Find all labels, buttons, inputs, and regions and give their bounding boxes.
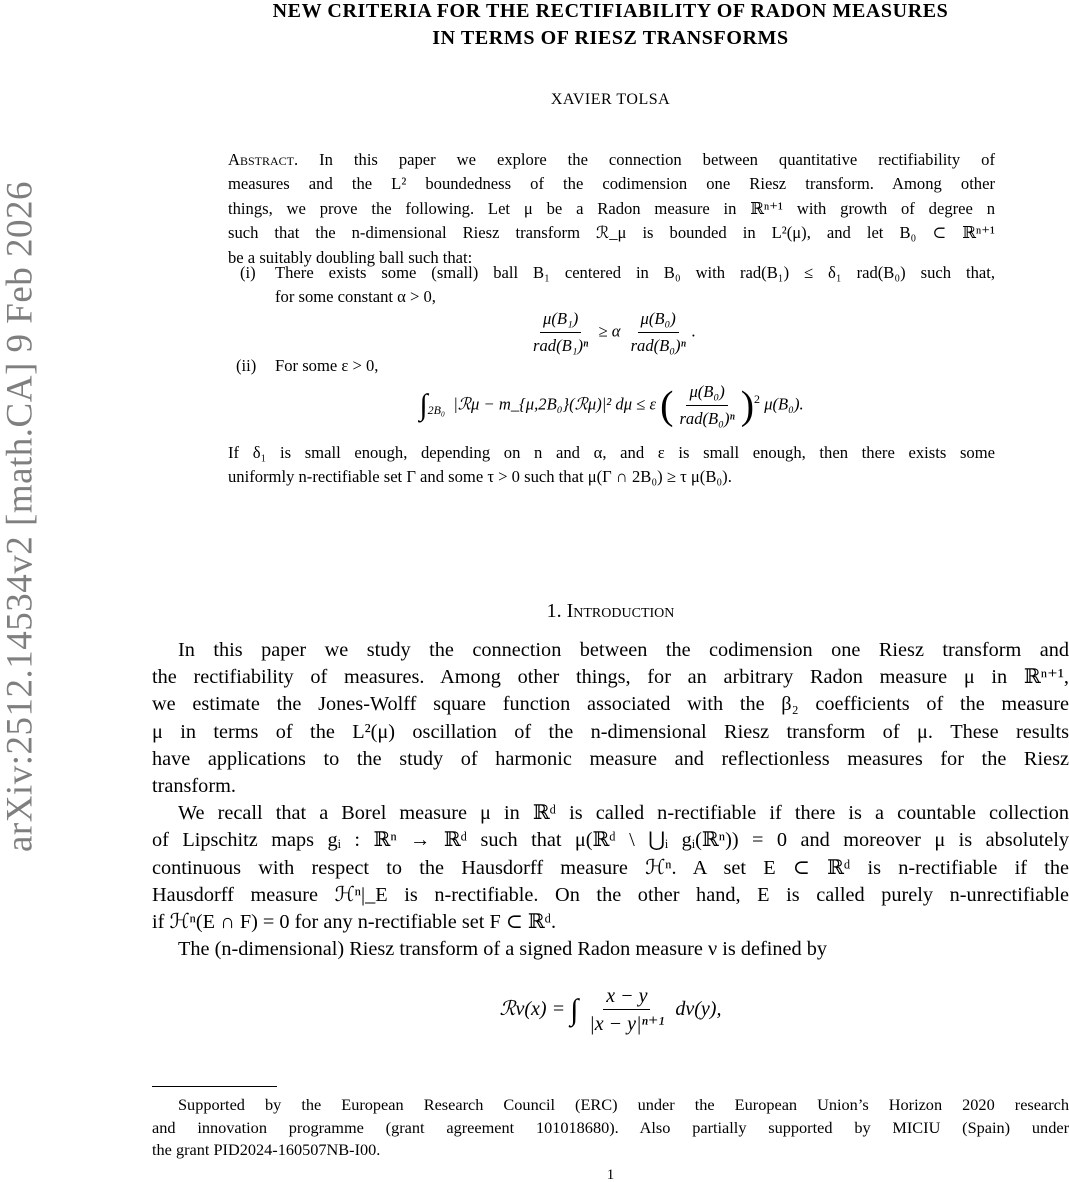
equation-text: μ(B₀). [764, 394, 804, 414]
exponent: 2 [754, 392, 761, 407]
footnote [152, 1094, 1069, 1162]
equation-text: . [691, 321, 696, 341]
abstract-item-i [275, 261, 995, 310]
fraction-numerator: μ(B₁) [540, 307, 581, 333]
equation-text: |ℛμ − m_{μ,2B₀}(ℛμ)|² dμ ≤ ε [453, 394, 656, 414]
abstract-line: If δ₁ is small enough, depending on n and α, and ε is small enough, then there exists some [228, 443, 995, 462]
fraction-denominator: rad(B₀)ⁿ [630, 336, 686, 356]
fraction-numerator: x − y [603, 985, 650, 1010]
section-heading [152, 600, 1069, 623]
item-line: for some constant α > 0, [275, 287, 436, 307]
item-marker: (i) [240, 263, 256, 282]
integral-sign: ∫ [570, 993, 579, 1027]
abstract-line: measures and the L² boundedness of the codimension one Riesz transform. Among other [228, 174, 995, 194]
text-line: In this paper we study the connection between the codimension one Riesz transform and [178, 639, 1069, 661]
footnote-line: the grant PID2024-160507NB-I00. [152, 1140, 381, 1159]
text-line: μ in terms of the L²(μ) oscillation of the n-dimensional Riesz transform of μ. These results [152, 720, 1069, 743]
text-line: the rectifiability of measures. Among other things, for an arbitrary Radon measure μ in ℝⁿ⁺¹, [152, 666, 1069, 689]
abstract-line: In this paper we explore the connection between quantitative rectifiability of [319, 150, 995, 169]
integral-sign: ∫ [419, 388, 428, 422]
abstract-line: uniformly n-rectifiable set Γ and some τ > 0 such that μ(Γ ∩ 2B₀) ≥ τ μ(B₀). [228, 467, 732, 487]
abstract-label: Abstract. [228, 150, 299, 169]
fraction-denominator: rad(B₀)ⁿ [679, 409, 735, 429]
paper-title-line-1: NEW CRITERIA FOR THE RECTIFIABILITY OF RADON MEASURES [272, 0, 949, 22]
page-number: 1 [606, 1167, 615, 1182]
section-number: 1. [546, 600, 562, 622]
abstract-equation-2: $\int_{2B_0}$ |ℛμ − m_{μ,2B₀}(ℛμ)|² dμ ≤ ε ( $\frac{\text{μ(B₀)}}{\text{rad(B₀)ⁿ}}$ )$^2$ μ(B₀). [228, 380, 995, 432]
equation-text: ≥ α [598, 321, 621, 341]
item-marker: (ii) [236, 356, 257, 375]
text-line: of Lipschitz maps gᵢ : ℝⁿ → ℝᵈ such that μ(ℝᵈ \ ⋃ᵢ gᵢ(ℝⁿ)) = 0 and moreover μ is absolutely [152, 829, 1069, 852]
abstract-conclusion [228, 441, 995, 490]
footnote-line: and innovation programme (grant agreement 101018680). Also partially supported by MICIU (Spain) under [152, 1117, 1069, 1137]
text-line: if ℋⁿ(E ∩ F) = 0 for any n-rectifiable set F ⊂ ℝᵈ. [152, 911, 557, 934]
author: XAVIER TOLSA [550, 91, 671, 108]
fraction-numerator: μ(B₀) [686, 380, 727, 406]
section-title: Introduction [566, 600, 675, 622]
text-line: continuous with respect to the Hausdorff measure ℋⁿ. A set E ⊂ ℝᵈ is n-rectifiable if the [152, 856, 1069, 879]
abstract-item-ii: For some ε > 0, [275, 356, 379, 375]
abstract [228, 148, 995, 270]
text-line: We recall that a Borel measure μ in ℝᵈ is called n-rectifiable if there is a countable collection [178, 802, 1069, 825]
arxiv-stamp: arXiv:2512.14534v2 [math.CA] 9 Feb 2026 [0, 180, 41, 853]
item-line: There exists some (small) ball B₁ centered in B₀ with rad(B₁) ≤ δ₁ rad(B₀) such that, [275, 263, 995, 282]
equation-text: ℛν(x) = [499, 998, 566, 1021]
text-line: have applications to the study of harmonic measure and reflectionless measures for the Riesz [152, 747, 1069, 770]
fraction-numerator: μ(B₀) [638, 307, 679, 333]
fraction-denominator: |x − y|ⁿ⁺¹ [589, 1013, 665, 1035]
text-line: The (n-dimensional) Riesz transform of a signed Radon measure ν is defined by [178, 938, 827, 961]
paragraph-1 [152, 637, 1069, 963]
abstract-line: be a suitably doubling ball such that: [228, 247, 473, 267]
footnote-line: Supported by the European Research Council (ERC) under the European Union’s Horizon 2020 research [178, 1095, 1069, 1114]
equation-text: dν(y), [675, 998, 722, 1021]
riesz-transform-equation [152, 985, 1069, 1036]
abstract-line: such that the n-dimensional Riesz transform ℛ_μ is bounded in L²(μ), and let B₀ ⊂ ℝⁿ⁺¹ [228, 223, 995, 243]
text-line: transform. [152, 775, 236, 798]
abstract-equation-1 [228, 307, 995, 359]
integral-subscript: 2B₀ [427, 403, 446, 418]
text-line: we estimate the Jones-Wolff square function associated with the β₂ coefficients of the measure [152, 693, 1069, 716]
paper-title-line-2: IN TERMS OF RIESZ TRANSFORMS [432, 27, 789, 49]
text-line: Hausdorff measure ℋⁿ|_E is n-rectifiable. On the other hand, E is called purely n-unrectifiable [152, 883, 1069, 906]
fraction-denominator: rad(B₁)ⁿ [533, 336, 589, 356]
footnote-rule [152, 1086, 277, 1087]
abstract-line: things, we prove the following. Let μ be a Radon measure in ℝⁿ⁺¹ with growth of degree n [228, 198, 995, 218]
